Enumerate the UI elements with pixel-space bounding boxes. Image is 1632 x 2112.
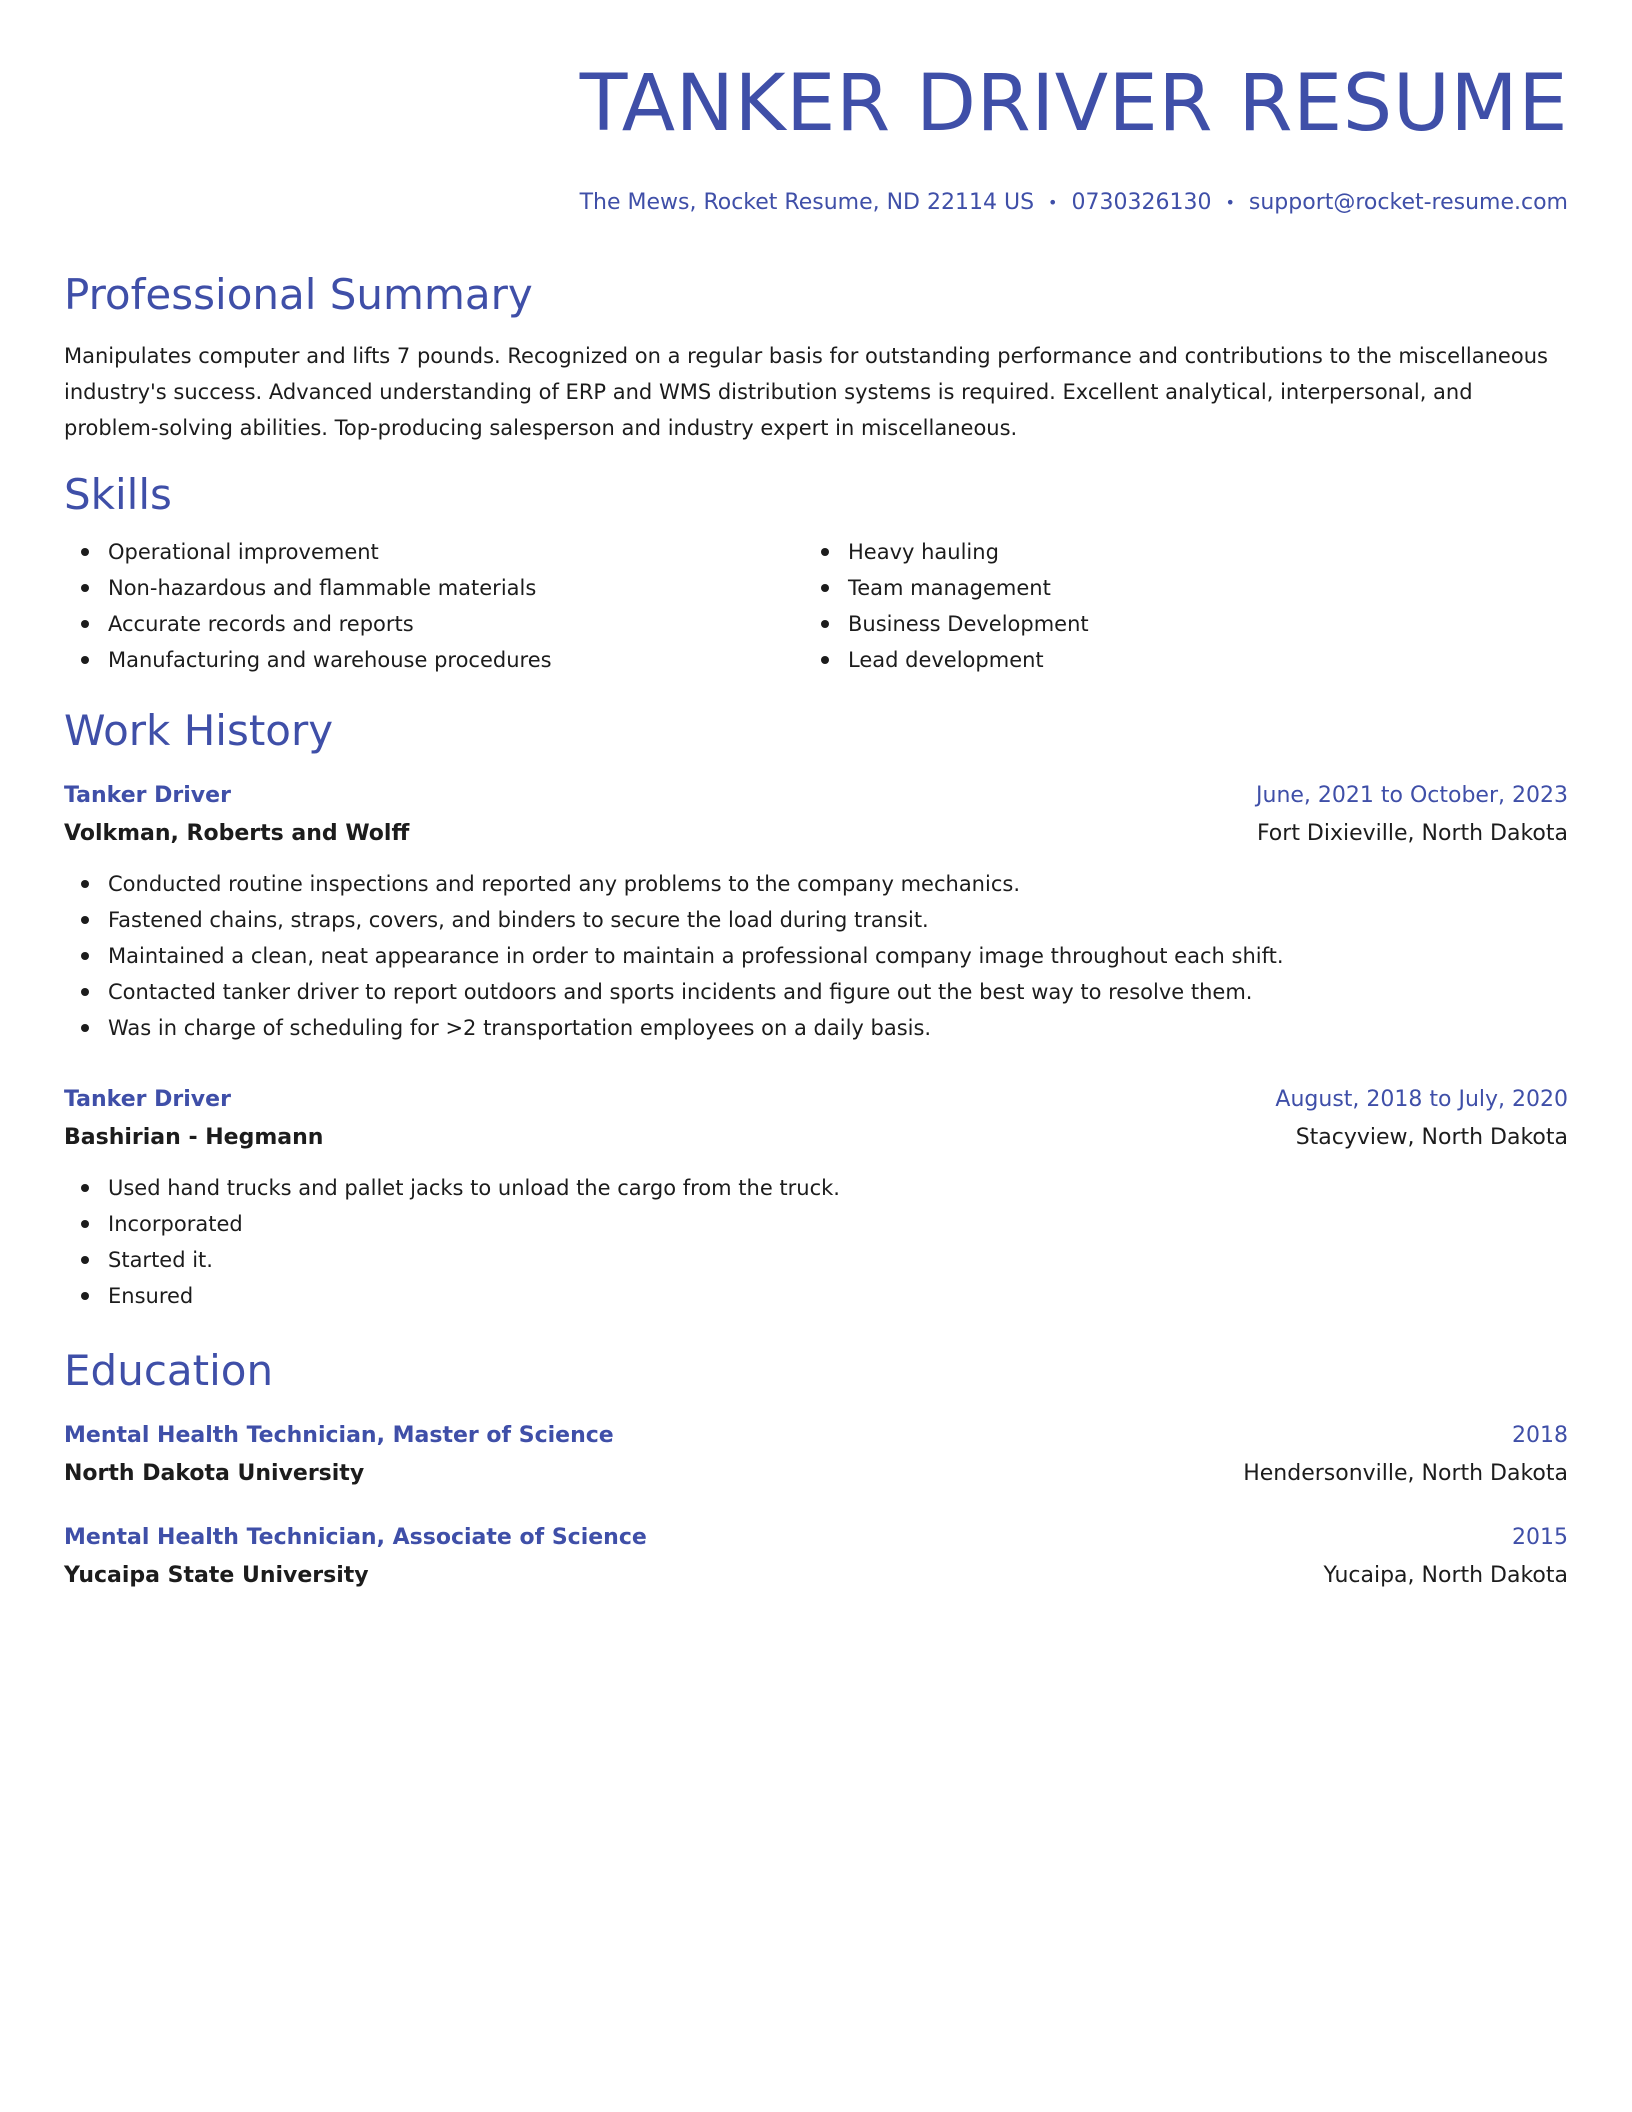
job-duty-text: Was in charge of scheduling for >2 transportation employees on a daily basis.: [108, 1016, 932, 1040]
skill-label: Accurate records and reports: [108, 612, 414, 636]
job-duties-list: [64, 1170, 1568, 1314]
job-duty-text: Incorporated: [108, 1212, 243, 1236]
education-section: [64, 1344, 1568, 1596]
contact-email: support@rocket-resume.com: [1248, 190, 1568, 215]
bullet-icon: [821, 620, 829, 628]
education-degree: Mental Health Technician, Associate of Science: [64, 1525, 647, 1550]
job-header-row: [64, 778, 1568, 814]
skill-item: [64, 642, 804, 678]
bullet-icon: [821, 584, 829, 592]
skills-column-left: [64, 534, 804, 678]
bullet-icon: [81, 880, 89, 888]
bullet-icon: [821, 656, 829, 664]
skill-item: [804, 642, 1544, 678]
job-title: Tanker Driver: [64, 1087, 231, 1112]
skills-grid: [64, 534, 1568, 678]
contact-address: The Mews, Rocket Resume, ND 22114 US: [579, 190, 1035, 215]
job-location: Stacyview, North Dakota: [1295, 1125, 1568, 1150]
skills-column-right: [804, 534, 1544, 678]
skill-item: [64, 606, 804, 642]
skill-item: [64, 570, 804, 606]
resume-title: TANKER DRIVER RESUME: [579, 59, 1568, 149]
job-duty-item: [64, 1278, 1568, 1314]
skill-label: Team management: [848, 576, 1051, 600]
education-school-row: [64, 1454, 1568, 1494]
contact-phone: 0730326130: [1071, 190, 1212, 215]
job-duty-item: [64, 1170, 1568, 1206]
job-duty-text: Fastened chains, straps, covers, and binders to secure the load during transit.: [108, 908, 929, 932]
job-entry: [64, 778, 1568, 1046]
job-duty-item: [64, 902, 1568, 938]
education-year: 2018: [1512, 1423, 1568, 1448]
skill-item: [804, 534, 1544, 570]
bullet-icon: [81, 988, 89, 996]
bullet-icon: [81, 952, 89, 960]
education-entry: [64, 1418, 1568, 1494]
skill-label: Heavy hauling: [848, 540, 999, 564]
job-duty-text: Started it.: [108, 1248, 213, 1272]
job-company: Bashirian - Hegmann: [64, 1125, 324, 1150]
bullet-icon: [81, 916, 89, 924]
contact-line: [64, 188, 1568, 218]
skill-label: Non-hazardous and flammable materials: [108, 576, 537, 600]
job-dates: August, 2018 to July, 2020: [1275, 1087, 1568, 1112]
job-title: Tanker Driver: [64, 783, 231, 808]
section-heading: Professional Summary: [64, 270, 533, 319]
section-heading: Education: [64, 1346, 274, 1395]
job-duty-item: [64, 1206, 1568, 1242]
section-heading: Skills: [64, 470, 172, 519]
bullet-icon: [81, 1024, 89, 1032]
skill-item: [804, 606, 1544, 642]
professional-summary-section: [64, 268, 1568, 446]
bullet-icon: [81, 584, 89, 592]
job-duty-item: [64, 938, 1568, 974]
bullet-icon: [81, 1184, 89, 1192]
job-company: Volkman, Roberts and Wolff: [64, 821, 410, 846]
job-duty-item: [64, 974, 1568, 1010]
job-location: Fort Dixieville, North Dakota: [1256, 821, 1568, 846]
bullet-icon: [821, 548, 829, 556]
education-location: Yucaipa, North Dakota: [1323, 1563, 1568, 1588]
job-company-row: [64, 1118, 1568, 1158]
job-entry: [64, 1082, 1568, 1314]
education-degree: Mental Health Technician, Master of Science: [64, 1423, 614, 1448]
job-duty-text: Maintained a clean, neat appearance in order to maintain a professional company image throughout each shift.: [108, 944, 1284, 968]
job-duty-text: Used hand trucks and pallet jacks to unload the cargo from the truck.: [108, 1176, 840, 1200]
education-header-row: [64, 1418, 1568, 1454]
job-company-row: [64, 814, 1568, 854]
bullet-icon: [81, 656, 89, 664]
education-entry: [64, 1520, 1568, 1596]
bullet-icon: [81, 1292, 89, 1300]
work-history-section: [64, 704, 1568, 1314]
bullet-icon: [81, 1256, 89, 1264]
education-school-row: [64, 1556, 1568, 1596]
job-duty-item: [64, 1242, 1568, 1278]
job-duty-text: Contacted tanker driver to report outdoors and sports incidents and figure out the best way to resolve them.: [108, 980, 1253, 1004]
education-school: Yucaipa State University: [64, 1563, 369, 1588]
job-duties-list: [64, 866, 1568, 1046]
skill-label: Lead development: [848, 648, 1044, 672]
section-heading: Work History: [64, 706, 334, 755]
skill-item: [64, 534, 804, 570]
bullet-icon: [81, 620, 89, 628]
job-duty-item: [64, 1010, 1568, 1046]
skill-label: Business Development: [848, 612, 1089, 636]
skills-section: [64, 468, 1568, 678]
job-duty-item: [64, 866, 1568, 902]
skill-item: [804, 570, 1544, 606]
bullet-icon: [81, 1220, 89, 1228]
skill-label: Manufacturing and warehouse procedures: [108, 648, 552, 672]
job-dates: June, 2021 to October, 2023: [1256, 783, 1568, 808]
job-duty-text: Ensured: [108, 1284, 194, 1308]
education-school: North Dakota University: [64, 1461, 365, 1486]
job-duty-text: Conducted routine inspections and reported any problems to the company mechanics.: [108, 872, 1020, 896]
contact-separator: •: [1048, 193, 1058, 212]
summary-text: Manipulates computer and lifts 7 pounds. Recognized on a regular basis for outstanding performance and contributions to the miscellaneous industry's success. Advanced understanding of ERP and WMS distribution systems is required. Excellent analytical, interpersonal, and problem-solving abilities. Top-producing salesperson and industry expert in miscellaneous.: [64, 344, 1548, 440]
job-header-row: [64, 1082, 1568, 1118]
contact-separator: •: [1225, 193, 1235, 212]
education-year: 2015: [1512, 1525, 1568, 1550]
education-header-row: [64, 1520, 1568, 1556]
education-location: Hendersonville, North Dakota: [1243, 1461, 1568, 1486]
bullet-icon: [81, 548, 89, 556]
skill-label: Operational improvement: [108, 540, 379, 564]
